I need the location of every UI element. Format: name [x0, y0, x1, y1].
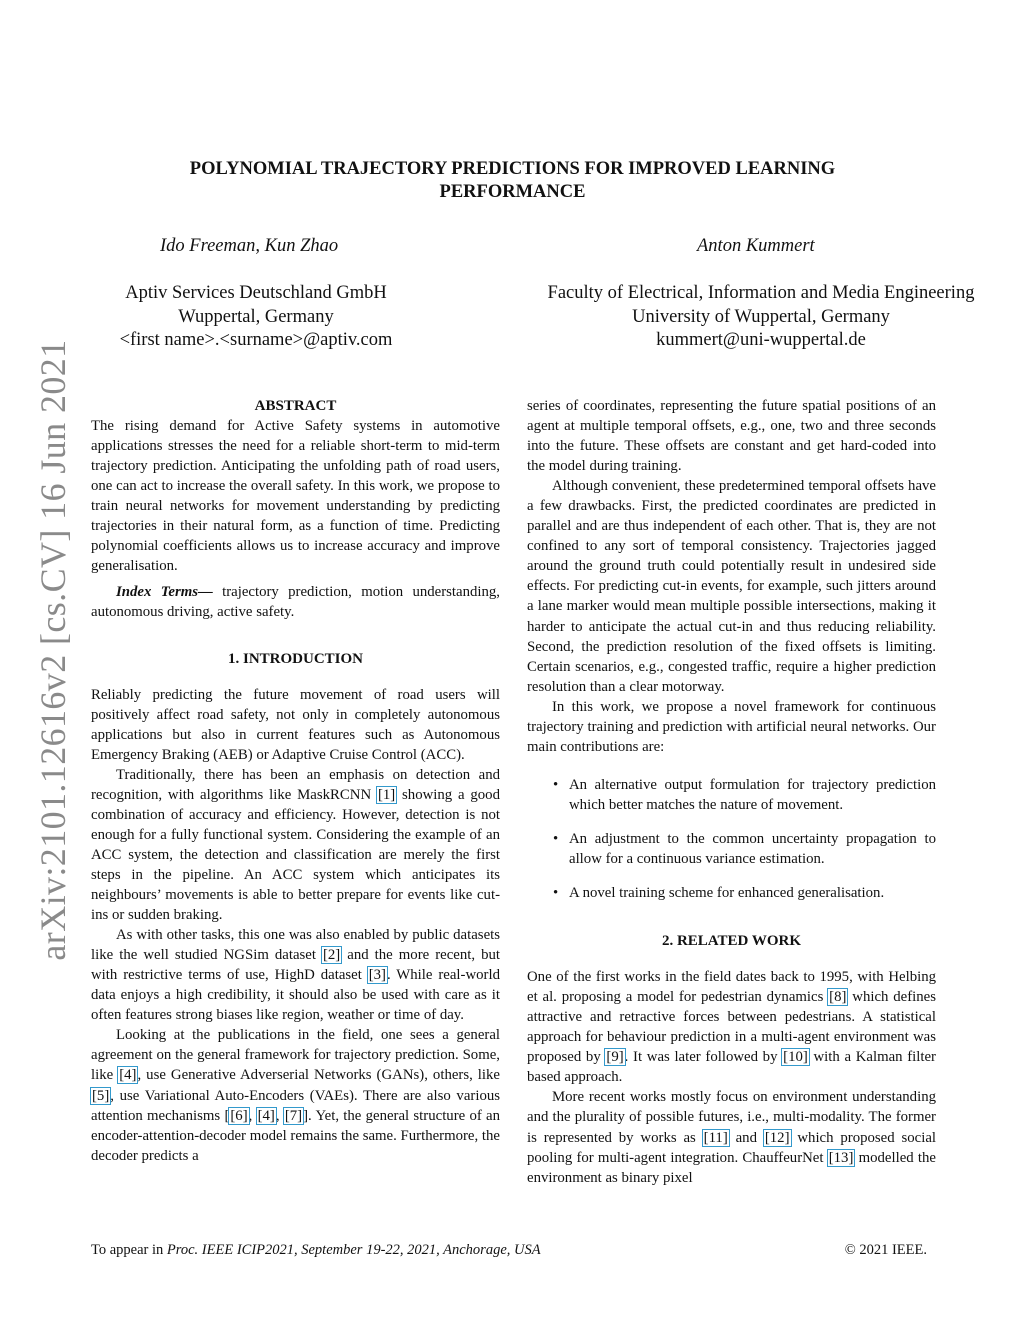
intro-paragraph-2: Traditionally, there has been an emphasis on detection and recognition, with algorithms like MaskRCNN [1] showing a good combination of accuracy and efficiency. However, detection is not enough for a fully functional system. Considering the example of an ACC system, the detection and classification are merely the first steps in the pipeline. An ACC system which anticipates its neighbours’ movements is able to better prepare for events like cut-ins or sudden braking. [91, 766, 500, 924]
citation-10[interactable]: [10] [783, 1049, 808, 1066]
affiliation-left-city: Wuppertal, Germany [178, 306, 334, 327]
right-paragraph-2: Although convenient, these predetermined temporal offsets have a few drawbacks. First, the predicted coordinates are predicted in parallel and are thus independent of each other. That is, they are not confined to any sort of temporal consistency. Trajectories jagged around the ground truth could potentially result in undesired side effects. For predicting cut-in events, for example, such jitters around a lane marker would mean multiple possible intersections, making it harder to anticipate the actual cut-in and thus reducing reliability. Second, the prediction resolution of the fixed offsets is limiting. Certain scenarios, e.g., congested traffic, require a higher prediction resolution than a clear motorway. [527, 478, 936, 695]
list-item: • An adjustment to the common uncertainty propagation to allow for a continuous variance estimation. [553, 830, 936, 867]
affiliation-right-email: kummert@uni-wuppertal.de [656, 330, 866, 350]
citation-9[interactable]: [9] [606, 1049, 624, 1066]
citation-13[interactable]: [13] [828, 1149, 854, 1166]
list-item: • An alternative output formulation for trajectory prediction which better matches the nature of movement. [553, 776, 936, 813]
index-terms [91, 582, 500, 622]
bullet-icon: • [553, 830, 559, 847]
citation-12[interactable]: [12] [764, 1129, 790, 1146]
authors-right: Anton Kummert [697, 236, 815, 256]
citation-7[interactable]: [7] [284, 1107, 303, 1124]
affiliation-right-faculty: Faculty of Electrical, Information and Media Engineering [547, 283, 975, 303]
arxiv-stamp [33, 339, 73, 961]
abstract-heading: ABSTRACT [254, 398, 337, 414]
arxiv-id: arXiv:2101.12616v2 [cs.CV] 16 Jun 2021 [33, 339, 73, 961]
related-paragraph-2: More recent works mostly focus on environment understanding and the plurality of possible futures, i.e., multi-modality. The former is represented by works as [11] and [12] which proposed social pooling for multi-agent integration. ChauffeurNet [13] modelled the environment as binary pixel [527, 1089, 936, 1186]
list-item: • A novel training scheme for enhanced generalisation. [527, 883, 936, 903]
right-column [527, 396, 936, 1188]
citation-2[interactable]: [2] [322, 947, 341, 964]
bullet-icon: • [553, 885, 559, 902]
citation-4[interactable]: [4] [119, 1067, 137, 1084]
paper-title [140, 158, 885, 204]
related-heading: 2. RELATED WORK [661, 933, 802, 950]
citation-4b[interactable]: [4] [257, 1107, 275, 1124]
citation-3[interactable]: [3] [368, 967, 386, 984]
intro-paragraph-4: Looking at the publications in the field, one sees a general agreement on the general framework for trajectory prediction. Some, like [4], use Generative Adverserial Networks (GANs), others, like [5], use Variational Auto-Encoders (VAEs). There are also various attention mechanisms [[6], [4], [7]]. Yet, the general structure of an encoder-attention-decoder model remains the same. Furthermore, the decoder predicts a [91, 1027, 501, 1164]
citation-6[interactable]: [6] [230, 1107, 248, 1124]
abstract-text: The rising demand for Active Safety systems in automotive applications stresses the need for a reliable short-term to mid-term trajectory prediction. Anticipating the unfolding path of road users, one can act to increase the overall safety. In this work, we propose to train neural networks for movement understanding by predicting trajectories in their natural form, as a function of time. Predicting polynomial coefficients allows us to increase accuracy and improve generalisation. [91, 418, 500, 575]
intro-paragraph-1: Reliably predicting the future movement of road users will positively affect road safety, not only in completely autonomous applications but also in current features such as Autonomous Emergency Braking (AEB) or Adaptive Cruise Control (ACC). [91, 686, 500, 763]
contributions-list [527, 775, 936, 903]
index-terms-text: trajectory prediction, motion understanding, autonomous driving, active safety. [91, 584, 501, 621]
citation-8[interactable]: [8] [829, 989, 847, 1006]
footer-venue: To appear in Proc. IEEE ICIP2021, September 19-22, 2021, Anchorage, USA [91, 1242, 541, 1258]
affiliation-right-university: University of Wuppertal, Germany [632, 306, 890, 327]
right-paragraph-1: series of coordinates, representing the future spatial positions of an agent at multiple temporal offsets, e.g., one, two and three seconds into the future. These offsets are constant and get hard-coded into the model during training. [527, 398, 936, 475]
intro-paragraph-3: As with other tasks, this one was also enabled by public datasets like the well studied NGSim dataset [2] and the more recent, but with restrictive terms of use, HighD dataset [3]. While real-world data enjoys a high credibility, it should also be used with care as it often features strong biases like region, weather or time of day. [91, 927, 500, 1024]
footer-copyright: © 2021 IEEE. [844, 1242, 927, 1258]
affiliation-left-email: <first name>.<surname>@aptiv.com [119, 330, 393, 350]
bullet-icon: • [553, 776, 559, 793]
affiliation-left-org: Aptiv Services Deutschland GmbH [125, 283, 387, 303]
affiliation-left [86, 282, 426, 353]
citation-5[interactable]: [5] [92, 1087, 110, 1104]
title-line-2: PERFORMANCE [439, 182, 586, 202]
left-column [91, 396, 500, 1166]
affiliation-right [528, 282, 994, 353]
title-line-1: POLYNOMIAL TRAJECTORY PREDICTIONS FOR IMPROVED LEARNING [189, 159, 836, 179]
right-paragraph-3: In this work, we propose a novel framework for continuous trajectory training and prediction with artificial neural networks. Our main contributions are: [527, 698, 936, 755]
index-terms-label: Index Terms— [116, 584, 213, 601]
citation-1[interactable]: [1] [377, 786, 396, 803]
intro-heading: 1. INTRODUCTION [227, 650, 363, 667]
authors-left: Ido Freeman, Kun Zhao [160, 236, 339, 256]
citation-11[interactable]: [11] [703, 1129, 728, 1146]
related-paragraph-1: One of the first works in the field dates back to 1995, with Helbing et al. proposing a model for pedestrian dynamics [8] which defines attractive and retractive forces between pedestrians. A statistical approach for behaviour prediction in a multi-agent environment was proposed by [9]. It was later followed by [10] with a Kalman filter based approach. [527, 969, 936, 1086]
